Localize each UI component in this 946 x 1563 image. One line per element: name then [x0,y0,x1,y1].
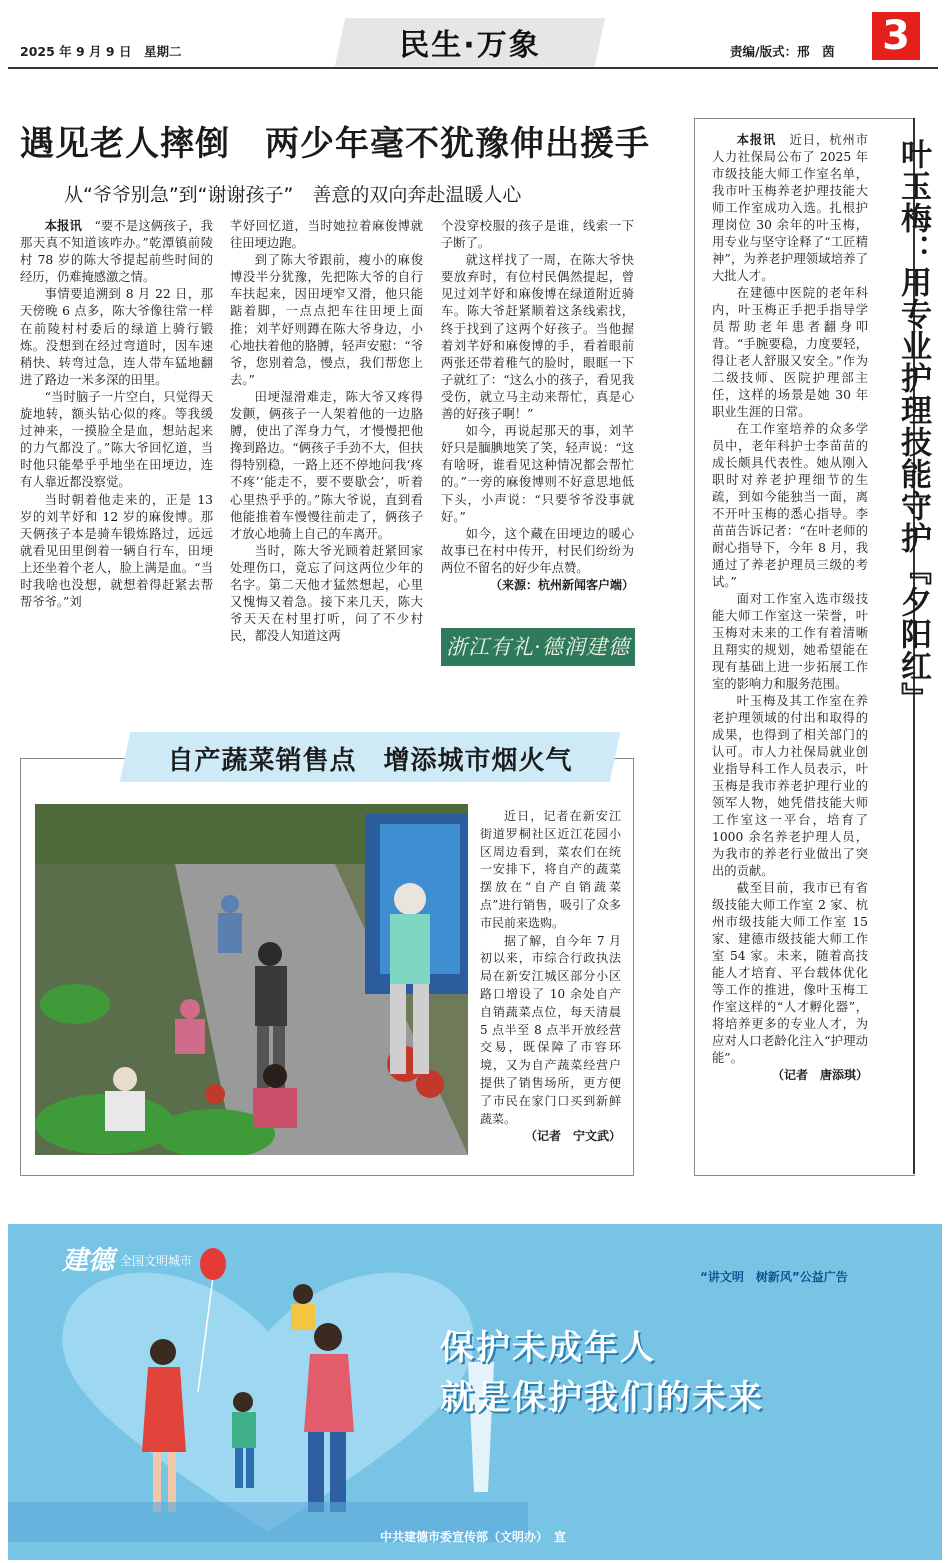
ad-headline-line-1: 保护未成年人 [440,1328,656,1368]
paragraph: 就这样找了一周，在陈大爷快要放弃时，有位村民偶然提起，曾见过刘芊妤和麻俊博在绿道附近骑车。陈大爷赶紧顺着这条线索找，终于找到了这两个好孩子。当他握着刘芊妤和麻俊博的手，看着眼前两张还带着稚气的脸时，眼眶一下子就红了：“这么小的孩子，看见我受伤，就立马主动来帮忙，真是心善的好孩子啊！” [441,253,634,422]
paragraph: 芊妤回忆道，当时她拉着麻俊博就往田埂边跑。 [230,219,423,251]
city-logo-mark: 建德 [62,1246,115,1276]
ad-sponsor: 中共建德市委宣传部（文明办） 宣 [379,1530,566,1544]
side-headline: 叶玉梅：用专业护理技能守护『夕阳红』 [895,138,931,714]
section-title: 民生·万象 [399,28,541,63]
market-photo [35,804,468,1155]
paragraph: 叶玉梅及其工作室在养老护理领域的付出和取得的成果，也得到了相关部门的认可。市人力社保局就业创业指导科工作人员表示，叶玉梅是我市养老护理行业的领军人物，她凭借技能大师工作室这一平台，培育了 1000 余名养老护理人员，为我市的养老行业做出了突出的贡献。 [712,694,868,878]
paragraph: 在工作室培养的众多学员中，老年科护士李苗苗的成长颇具代表性。她从刚入职时对养老护理细节的生疏，到如今能独当一面，离不开叶玉梅的悉心指导。李苗苗告诉记者：“在叶老师的耐心指导下，今年 8 月，我通过了养老护理员三级的考试。” [712,422,868,589]
city-logo [62,1240,192,1277]
paragraph: 近日，杭州市人力社保局公布了 2025 年市级技能大师工作室名单，我市叶玉梅养老护理技能大师工作室成功入选。扎根护理岗位 30 余年的叶玉梅，用专业与坚守诠释了“工匠精神”，为养老护理领域培养了大批人才。 [712,133,868,283]
editor-credit: 责编/版式：邢 茵 [730,44,835,59]
paragraph: 在建德中医院的老年科内，叶玉梅正手把手指导学员帮助老年患者翻身叩背。“手腕要稳，力度要轻，得让老人舒服又安全。”作为二级技师、医院护理部主任，这样的场景是她 30 年职业生涯的日常。 [712,286,868,419]
dateline: 本报讯 [736,133,777,147]
paragraph: 个没穿校服的孩子是谁，线索一下子断了。 [441,219,634,251]
veg-headline: 自产蔬菜销售点 增添城市烟火气 [167,746,573,776]
ad-slogan: “讲文明 树新风”公益广告 [700,1270,848,1284]
paragraph: 如今，这个藏在田埂边的暖心故事已在村中传开，村民们纷纷为两位不留名的好少年点赞。 [441,526,634,575]
civility-stamp: 浙江有礼·德润建德 [441,628,635,666]
article-column-3 [441,218,634,594]
article-column-1 [20,218,213,611]
paragraph: 当时，陈大爷光顾着赶紧回家处理伤口，竟忘了问这两位少年的名字。第二天他才猛然想起，心里又愧悔又着急。接下来几天，陈大爷天天在村里打听，问了不少村民，都没人知道这两 [230,543,423,644]
paragraph: 据了解，自今年 7 月初以来，市综合行政执法局在新安江城区部分小区路口增设了 10 余处自产自销蔬菜点位，每天清晨 5 点半至 8 点半开放经营交易，既保障了市容环境，又为自产蔬菜经营户提供了销售场所，更方便了市民在家门口买到新鲜蔬菜。 [480,933,621,1126]
market-photo-image [35,804,468,1155]
side-byline: （记者 唐添琪） [771,1068,868,1082]
subheadline: 从“爷爷别急”到“谢谢孩子” 善意的双向奔赴温暖人心 [64,184,522,206]
article-source: （来源：杭州新闻客户端） [489,577,634,592]
paragraph: 面对工作室入选市级技能大师工作室这一荣誉，叶玉梅对未来的工作有着清晰且翔实的规划，她希望能在现有基础上进一步拓展工作室的影响力和服务范围。 [712,592,868,691]
paragraph: 如今，再说起那天的事，刘芊妤只是腼腆地笑了笑，轻声说：“这有啥呀，谁看见这种情况都会帮忙的。”一旁的麻俊博则不好意思地低下头，小声说：“只要爷爷没事就好。” [441,424,634,524]
paragraph: 田埂湿滑难走，陈大爷又疼得发颤，俩孩子一人架着他的一边胳膊，使出了浑身力气，才慢慢把他搀到路边。“俩孩子手劲不大，但扶得特别稳，一路上还不停地问我‘疼不疼’‘能走不，要不要歇会’，听着心里热乎乎的。”陈大爷说，直到看他能推着车慢慢往前走了，俩孩子才放心地骑上自己的车离开。 [230,389,423,541]
header-divider [8,67,938,69]
page-number: 3 [872,12,920,60]
paragraph: “要不是这俩孩子，我那天真不知道该咋办。”乾潭镇前陵村 78 岁的陈大爷提起前些时间的经历，仍难掩感激之情。 [20,219,213,285]
side-article-body [712,132,868,1084]
headline: 遇见老人摔倒 两少年毫不犹豫伸出援手 [20,124,650,164]
paragraph: 当时朝着他走来的，正是 13 岁的刘芊妤和 12 岁的麻俊博。那天俩孩子本是骑车锻炼路过，远远就看见田里倒着一辆自行车，田埂上还坐着个老人，脸上满是血。“当时我啥也没想，就想着得赶紧去帮帮爷爷。”刘 [20,492,213,610]
dateline: 本报讯 [44,219,82,233]
ad-headline-line-2: 就是保护我们的未来 [440,1378,764,1418]
city-logo-text: 全国文明城市 [120,1254,193,1268]
veg-article-body [480,808,621,1146]
paragraph: 截至目前，我市已有省级技能大师工作室 2 家、杭州市级技能大师工作室 15 家、建德市级技能大师工作室 54 家。未来，随着高技能人才培育、平台载体优化等工作的推进，像叶玉梅工作室这样的“人才孵化器”，将培养更多的专业人才，为应对人口老龄化注入“护理动能”。 [712,881,868,1065]
veg-byline: （记者 宁文武） [524,1129,621,1144]
paragraph: 到了陈大爷跟前，瘦小的麻俊博没半分犹豫，先把陈大爷的自行车扶起来，因田埂窄又滑，他只能踮着脚，一点点把车往田埂上面推；刘芊妤则蹲在陈大爷身边，小心地扶着他的胳膊，轻声安慰：“爷爷，您别着急，慢点，我们帮您上去。” [230,253,423,387]
issue-date: 2025 年 9 月 9 日 星期二 [20,44,182,59]
paragraph: 事情要追溯到 8 月 22 日，那天傍晚 6 点多，陈大爷像往常一样在前陵村村委后的绿道上骑行锻炼。没想到在经过弯道时，因车速稍快、转弯过急，连人带车猛地翻进了路边一米多深的田里。 [20,287,213,387]
paragraph: 近日，记者在新安江街道罗桐社区近江花园小区周边看到，菜农们在统一安排下，将自产的蔬菜摆放在“自产自销蔬菜点”进行销售，吸引了众多市民前来选购。 [480,809,621,930]
article-column-2 [230,218,423,645]
paragraph: “当时脑子一片空白，只觉得天旋地转，额头钻心似的疼。等我缓过神来，一摸脸全是血，想站起来的力气都没了。”陈大爷回忆道，当时他只能晕乎乎地坐在田埂边，连有人靠近都没察觉。 [20,389,213,490]
